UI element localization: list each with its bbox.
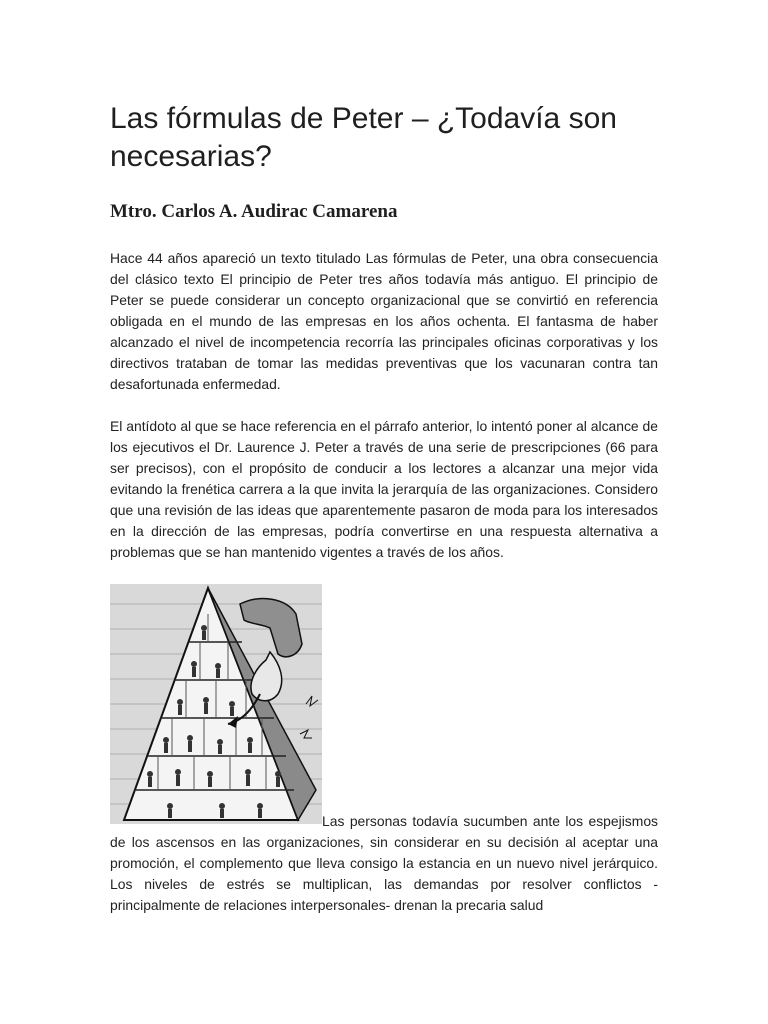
illustration-block bbox=[110, 584, 658, 916]
paragraph-3: Las personas todavía sucumben ante los espejismos de los ascensos en las organizaciones, sin considerar en su decisión al aceptar una promoción, el complemento que lleva consigo la estancia en un nuevo nivel jerárquico. Los niveles de estrés se multiplican, las demandas por resolver conflictos -principalmente de relaciones interpersonales- drenan la precaria salud bbox=[110, 813, 658, 913]
paragraph-1: Hace 44 años apareció un texto titulado Las fórmulas de Peter, una obra consecuencia del clásico texto El principio de Peter tres años todavía más antiguo. El principio de Peter se puede considerar un concepto organizacional que se convirtió en referencia obligada en el mundo de las empresas en los años ochenta. El fantasma de haber alcanzado el nivel de incompetencia recorría las principales oficinas corporativas y los directivos trataban de tomar las medidas preventivas que los vacunaran contra tan desafortunada enfermedad. bbox=[110, 250, 658, 392]
pyramid-illustration bbox=[110, 584, 322, 824]
article bbox=[110, 100, 658, 916]
article-author: Mtro. Carlos A. Audirac Camarena bbox=[110, 201, 398, 222]
paragraph-2: El antídoto al que se hace referencia en el párrafo anterior, lo intentó poner al alcance de los ejecutivos el Dr. Laurence J. Peter a través de una serie de prescripciones (66 para ser precisos), con el propósito de conducir a los lectores a alcanzar una mejor vida evitando la frenética carrera a la que invita la jerarquía de las organizaciones. Considero que una revisión de las ideas que aparentemente pasaron de moda para los interesados en la dirección de las empresas, podría convertirse en una respuesta alternativa a problemas que se han mantenido vigentes a través de los años. bbox=[110, 418, 658, 560]
article-title: Las fórmulas de Peter – ¿Todavía son necesarias? bbox=[110, 102, 617, 173]
